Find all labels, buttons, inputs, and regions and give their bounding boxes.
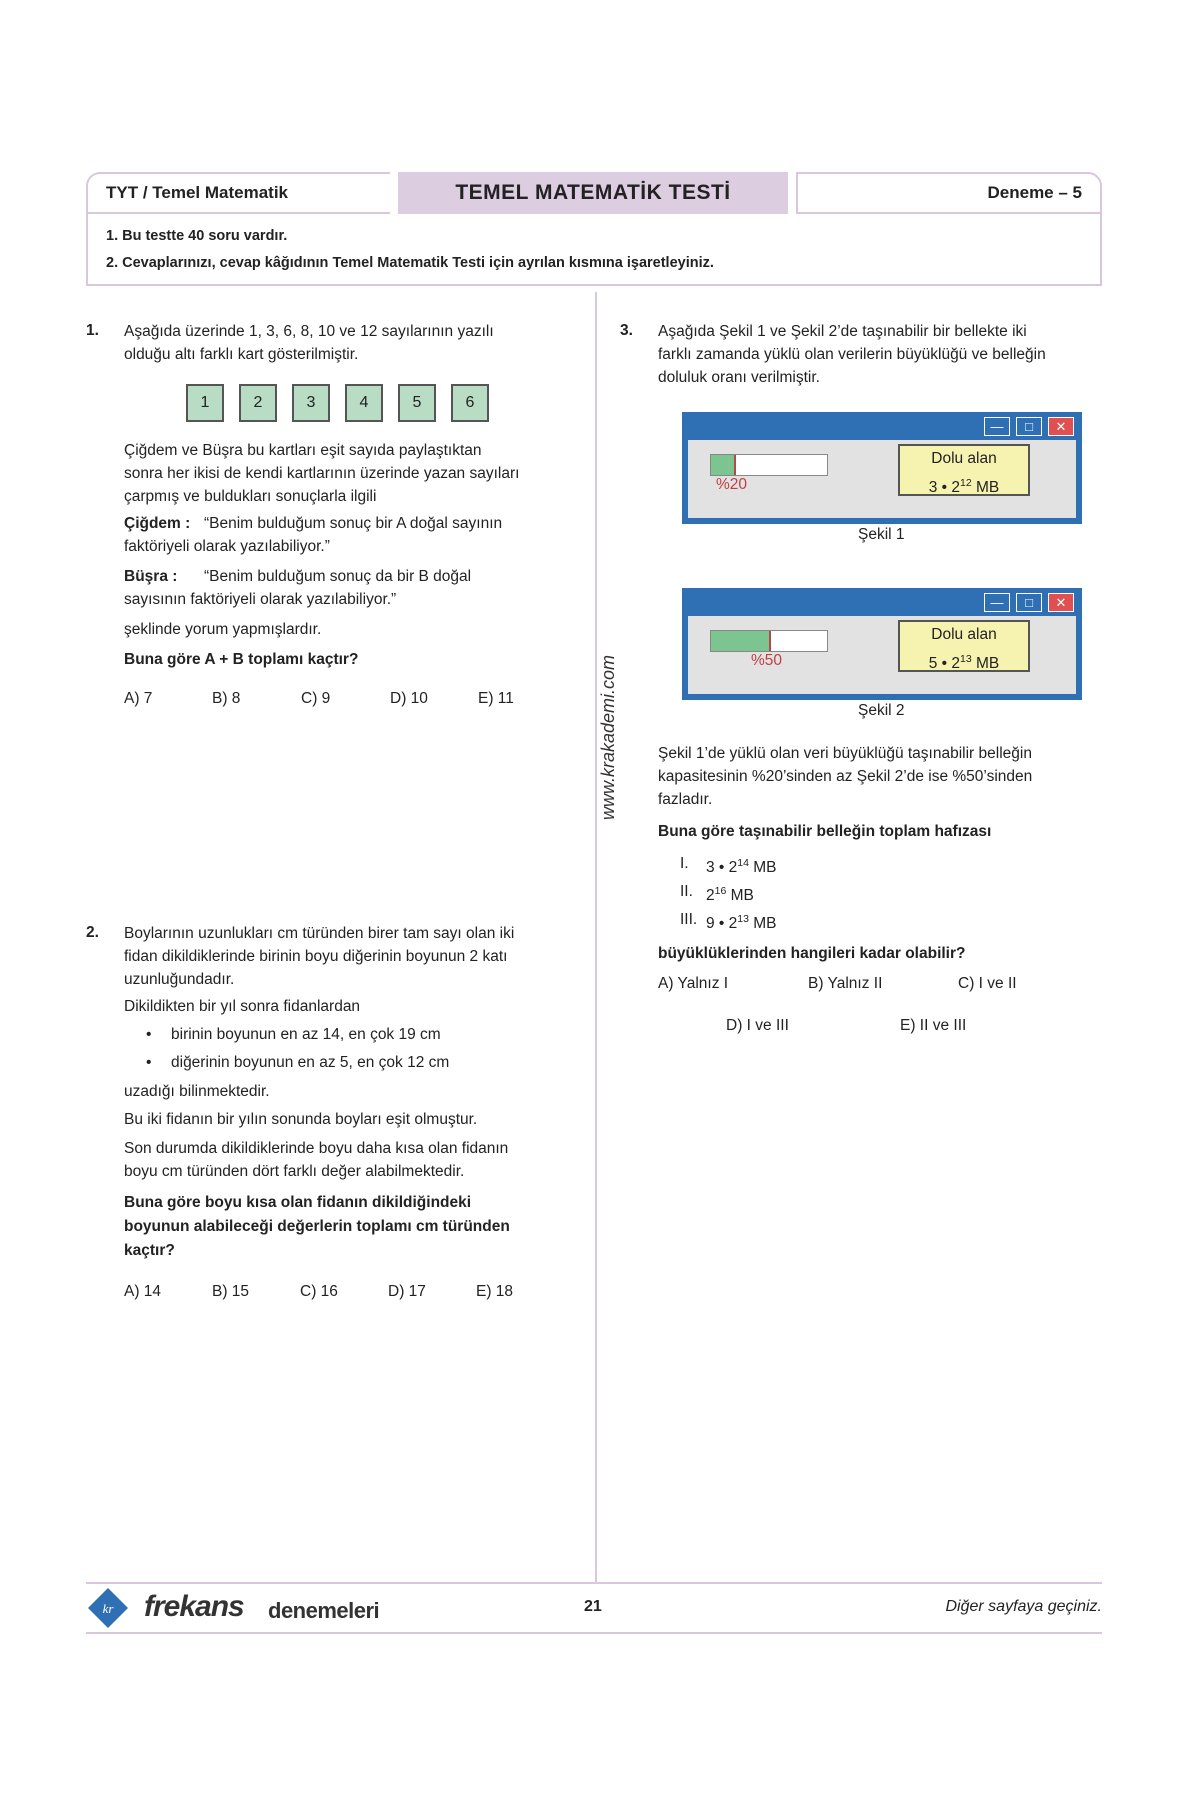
minimize-icon: — (984, 593, 1010, 612)
q2-question (124, 1191, 510, 1263)
q2-line-5-a: Son durumda dikildiklerinde boyu daha kısa olan fidanın (124, 1140, 509, 1157)
figure-1-progress-fill (711, 455, 736, 475)
q3-item-3: 9 • $2^{13}$ MB (706, 913, 777, 933)
figure-2-used-value: 5 • $2^{13}$ MB (928, 653, 1000, 673)
q1-para-line: Çiğdem ve Büşra bu kartları eşit sayıda paylaştıktan (124, 442, 482, 459)
q1-option-c[interactable]: C) 9 (301, 690, 331, 707)
q2-number: 2. (86, 924, 99, 941)
q2-bullet-2: diğerinin boyunun en az 5, en çok 12 cm (171, 1054, 450, 1071)
q2-option-c[interactable]: C) 16 (300, 1283, 338, 1300)
maximize-icon: □ (1016, 417, 1042, 436)
q3-item-2: $2^{16}$ MB (706, 885, 754, 905)
figure-2-progress-bar (710, 630, 828, 652)
q2-question-line: Buna göre boyu kısa olan fidanın dikildiğindeki (124, 1194, 472, 1211)
frekans-logo: frekans (144, 1590, 244, 1623)
q2-line-5 (124, 1137, 508, 1183)
q2-question-line: kaçtır? (124, 1242, 175, 1259)
q3-option-e[interactable]: E) II ve III (900, 1017, 967, 1034)
q2-bullet-icon: • (146, 1054, 152, 1071)
q3-option-d[interactable]: D) I ve III (726, 1017, 789, 1034)
figure-1-caption: Şekil 1 (858, 526, 905, 543)
figure-2-caption: Şekil 2 (858, 702, 905, 719)
q1-number: 1. (86, 322, 99, 339)
q1-intro-line: Aşağıda üzerinde 1, 3, 6, 8, 10 ve 12 sayılarının yazılı (124, 323, 494, 340)
next-page-note: Diğer sayfaya geçiniz. (945, 1598, 1102, 1615)
q1-paragraph (124, 439, 519, 508)
q3-question-2: büyüklüklerinden hangileri kadar olabilir? (658, 945, 966, 962)
q1-busra-text-2: sayısının faktöriyeli olarak yazılabiliyor.” (124, 591, 397, 608)
q2-intro-line: fidan dikildiklerinde birinin boyu diğerinin boyunun 2 katı (124, 948, 508, 965)
q1-cigdem-text-2: faktöriyeli olarak yazılabiliyor.” (124, 538, 330, 555)
q1-cigdem-label: Çiğdem : (124, 515, 191, 532)
q3-option-c[interactable]: C) I ve II (958, 975, 1017, 992)
svg-text:kr: kr (102, 1601, 114, 1616)
figure-2-used-space (898, 620, 1030, 672)
close-icon: ✕ (1048, 417, 1074, 436)
q1-option-a[interactable]: A) 7 (124, 690, 153, 707)
q1-intro (124, 320, 494, 366)
q3-intro (658, 320, 1046, 389)
q3-paragraph (658, 742, 1032, 811)
card-4: 4 (345, 384, 383, 422)
figure-2-percent: %50 (751, 652, 783, 669)
card-3: 3 (292, 384, 330, 422)
q3-para-line: Şekil 1’de yüklü olan veri büyüklüğü taşınabilir belleğin (658, 745, 1032, 762)
footer-rule-top (86, 1582, 1102, 1584)
q2-question-line: boyunun alabileceği değerlerin toplamı cm türünden (124, 1218, 510, 1235)
figure-1-progress-bar (710, 454, 828, 476)
header-exam-number: Deneme – 5 (796, 172, 1102, 214)
header-subject: TYT / Temel Matematik (86, 172, 390, 214)
minimize-icon: — (984, 417, 1010, 436)
header-title: TEMEL MATEMATİK TESTİ (398, 172, 788, 214)
q1-option-d[interactable]: D) 10 (390, 690, 428, 707)
figure-1-used-value: 3 • $2^{12}$ MB (928, 477, 1000, 497)
q1-option-b[interactable]: B) 8 (212, 690, 241, 707)
q1-busra-text-1: “Benim bulduğum sonuç da bir B doğal (204, 568, 472, 585)
q2-intro (124, 922, 514, 991)
page-number: 21 (584, 1598, 602, 1615)
card-6: 6 (451, 384, 489, 422)
q3-option-a[interactable]: A) Yalnız I (658, 975, 729, 992)
figure-1-window (682, 412, 1082, 524)
q2-line-5-b: boyu cm türünden dört farklı değer alabilmektedir. (124, 1163, 465, 1180)
q2-bullet-icon: • (146, 1026, 152, 1043)
frekans-logo-sub: denemeleri (268, 1598, 380, 1623)
instructions (86, 214, 1102, 286)
kr-logo-icon (86, 1586, 130, 1630)
q2-line-3: uzadığı bilinmektedir. (124, 1083, 270, 1100)
q1-para-line: çarpmış ve buldukları sonuçlarla ilgili (124, 488, 377, 505)
q1-question: Buna göre A + B toplamı kaçtır? (124, 651, 359, 668)
q1-cigdem-text-1: “Benim bulduğum sonuç bir A doğal sayının (204, 515, 503, 532)
q3-item-roman: I. (680, 855, 689, 872)
q2-bullet-1: birinin boyunun en az 14, en çok 19 cm (171, 1026, 441, 1043)
q1-intro-line: olduğu altı farklı kart gösterilmiştir. (124, 346, 359, 363)
figure-2-used-label: Dolu alan (931, 626, 997, 643)
q2-intro-line: uzunluğundadır. (124, 971, 235, 988)
instruction-1: 1. Bu testte 40 soru vardır. (106, 228, 288, 244)
q3-item-roman: III. (680, 911, 698, 928)
q3-intro-line: farklı zamanda yüklü olan verilerin büyüklüğü ve belleğin (658, 346, 1046, 363)
q1-busra-label: Büşra : (124, 568, 178, 585)
card-1: 1 (186, 384, 224, 422)
q1-closing: şeklinde yorum yapmışlardır. (124, 621, 322, 638)
q3-intro-line: doluluk oranı verilmiştir. (658, 369, 820, 386)
figure-1-body (688, 440, 1076, 518)
close-icon: ✕ (1048, 593, 1074, 612)
figure-1-percent: %20 (716, 476, 748, 493)
footer-rule-bottom (86, 1632, 1102, 1634)
figure-2-window (682, 588, 1082, 700)
q2-option-e[interactable]: E) 18 (476, 1283, 514, 1300)
website-url: www.krakademi.com (598, 654, 618, 820)
q3-intro-line: Aşağıda Şekil 1 ve Şekil 2’de taşınabilir bir bellekte iki (658, 323, 1027, 340)
q2-line-2: Dikildikten bir yıl sonra fidanlardan (124, 998, 361, 1015)
figure-1-used-space (898, 444, 1030, 496)
q2-option-a[interactable]: A) 14 (124, 1283, 162, 1300)
q3-para-line: kapasitesinin %20’sinden az Şekil 2’de ise %50’sinden (658, 768, 1033, 785)
q3-para-line: fazladır. (658, 791, 713, 808)
q2-option-b[interactable]: B) 15 (212, 1283, 250, 1300)
figure-1-used-label: Dolu alan (931, 450, 997, 467)
column-divider (595, 292, 597, 1582)
q3-option-b[interactable]: B) Yalnız II (808, 975, 883, 992)
card-5: 5 (398, 384, 436, 422)
card-2: 2 (239, 384, 277, 422)
q2-intro-line: Boylarının uzunlukları cm türünden birer tam sayı olan iki (124, 925, 515, 942)
q1-option-e[interactable]: E) 11 (478, 690, 514, 707)
q3-question: Buna göre taşınabilir belleğin toplam hafızası (658, 823, 992, 840)
instruction-2: 2. Cevaplarınızı, cevap kâğıdının Temel Matematik Testi için ayrılan kısmına işaretleyiniz. (106, 255, 714, 271)
q2-option-d[interactable]: D) 17 (388, 1283, 426, 1300)
figure-2-progress-fill (711, 631, 771, 651)
q1-para-line: sonra her ikisi de kendi kartlarının üzerinde yazan sayıları (124, 465, 520, 482)
q2-line-4: Bu iki fidanın bir yılın sonunda boyları eşit olmuştur. (124, 1111, 478, 1128)
q3-number: 3. (620, 322, 633, 339)
q3-item-1: 3 • $2^{14}$ MB (706, 857, 777, 877)
figure-2-body (688, 616, 1076, 694)
q3-item-roman: II. (680, 883, 693, 900)
maximize-icon: □ (1016, 593, 1042, 612)
